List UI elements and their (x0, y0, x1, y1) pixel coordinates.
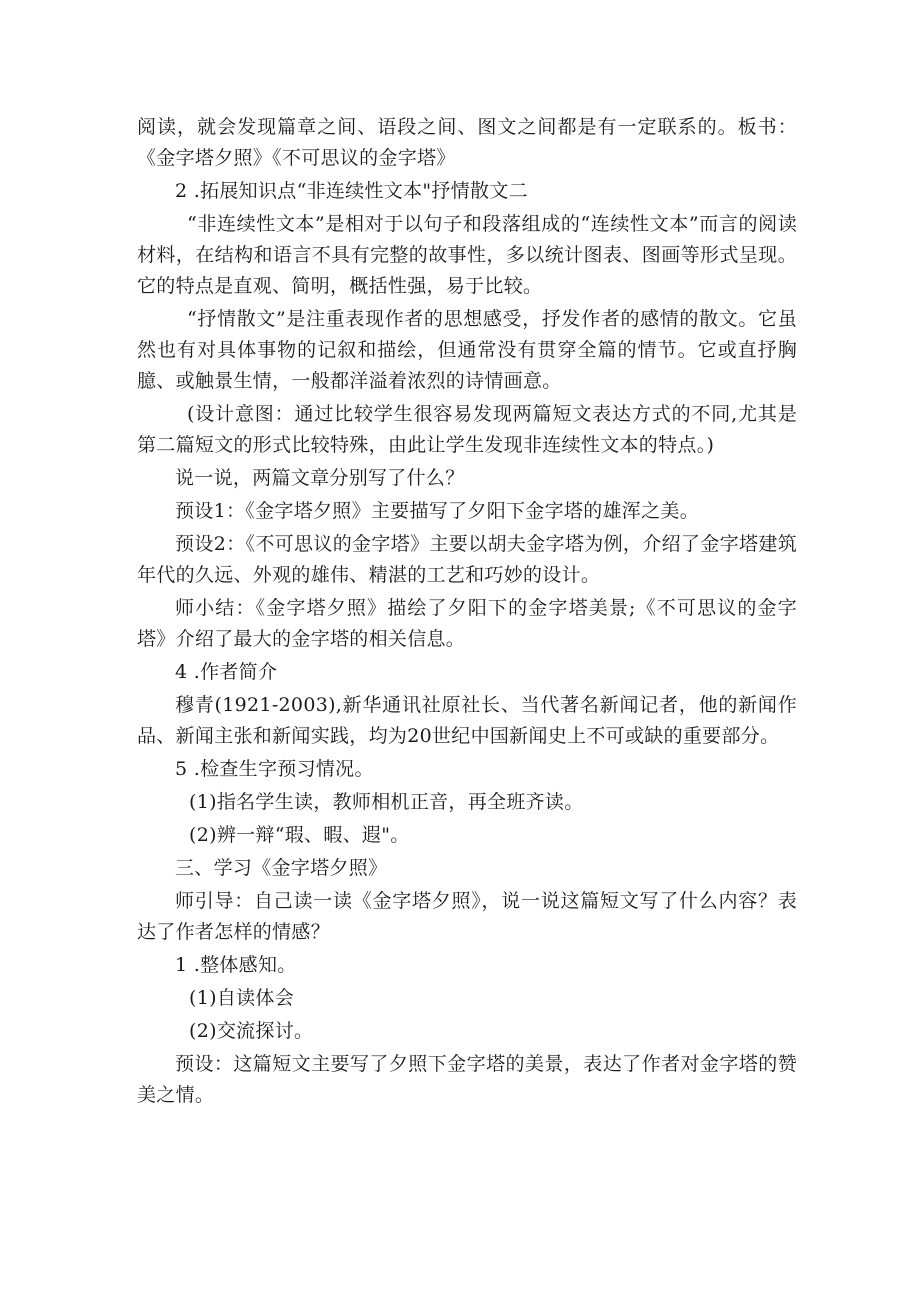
paragraph-design-intent: (设计意图：通过比较学生很容易发现两篇短文表达方式的不同,尤其是第二篇短文的形式比较特殊，由此让学生发现非连续性文本的特点。) (137, 403, 797, 456)
list-item-read-aloud: (1)指名学生读，教师相机正音，再全班齐读。 (189, 791, 584, 813)
paragraph-preset-1: 预设1：《金字塔夕照》主要描写了夕阳下金字塔的雄浑之美。 (175, 500, 699, 522)
list-item-discuss: (2)交流探讨。 (189, 1020, 314, 1042)
heading-extended-knowledge: 2 .拓展知识点“非连续性文本"抒情散文二 (175, 180, 528, 202)
list-item-distinguish-chars: (2)辨一辩“瑕、暇、遐"。 (189, 824, 410, 846)
paragraph-author-bio: 穆青(1921-2003),新华通讯社原社长、当代著名新闻记者，他的新闻作品、新闻主张和新闻实践，均为20世纪中国新闻史上不可或缺的重要部分。 (137, 694, 797, 747)
paragraph-lyrical-prose: “抒情散文”是注重表现作者的思想感受，抒发作者的感情的散文。它虽然也有对具体事物的记叙和描绘，但通常没有贯穿全篇的情节。它或直抒胸臆、或触景生情，一般都洋溢着浓烈的诗情画意。 (137, 308, 797, 392)
list-item-self-read: (1)自读体会 (189, 987, 295, 1009)
paragraph-teacher-summary: 师小结：《金字塔夕照》描绘了夕阳下的金字塔美景;《不可思议的金字塔》介绍了最大的金字塔的相关信息。 (137, 597, 797, 650)
paragraph-preset-2: 预设2：《不可思议的金字塔》主要以胡夫金字塔为例，介绍了金字塔建筑年代的久远、外观的雄伟、精湛的工艺和巧妙的设计。 (137, 533, 797, 586)
heading-section-three: 三、学习《金字塔夕照》 (175, 857, 388, 879)
paragraph-preset-summary: 预设：这篇短文主要写了夕照下金字塔的美景，表达了作者对金字塔的赞美之情。 (137, 1053, 797, 1106)
document-page (137, 112, 797, 1113)
paragraph-reading-connection: 阅读，就会发现篇章之间、语段之间、图文之间都是有一定联系的。板书：《金字塔夕照》《不可思议的金字塔》 (137, 116, 797, 169)
paragraph-teacher-guidance: 师引导：自己读一读《金字塔夕照》，说一说这篇短文写了什么内容？表达了作者怎样的情感？ (137, 890, 797, 943)
heading-author-intro: 4 .作者简介 (175, 661, 278, 683)
heading-check-preview: 5 .检查生字预习情况。 (175, 758, 374, 780)
paragraph-discussion-prompt: 说一说，两篇文章分别写了什么？ (175, 467, 465, 489)
heading-overall-perception: 1 .整体感知。 (175, 954, 297, 976)
paragraph-noncontinuous-text: “非连续性文本”是相对于以句子和段落组成的“连续性文本”而言的阅读材料，在结构和语言不具有完整的故事性，多以统计图表、图画等形式呈现。它的特点是直观、简明，概括性强，易于比较。 (137, 213, 797, 297)
